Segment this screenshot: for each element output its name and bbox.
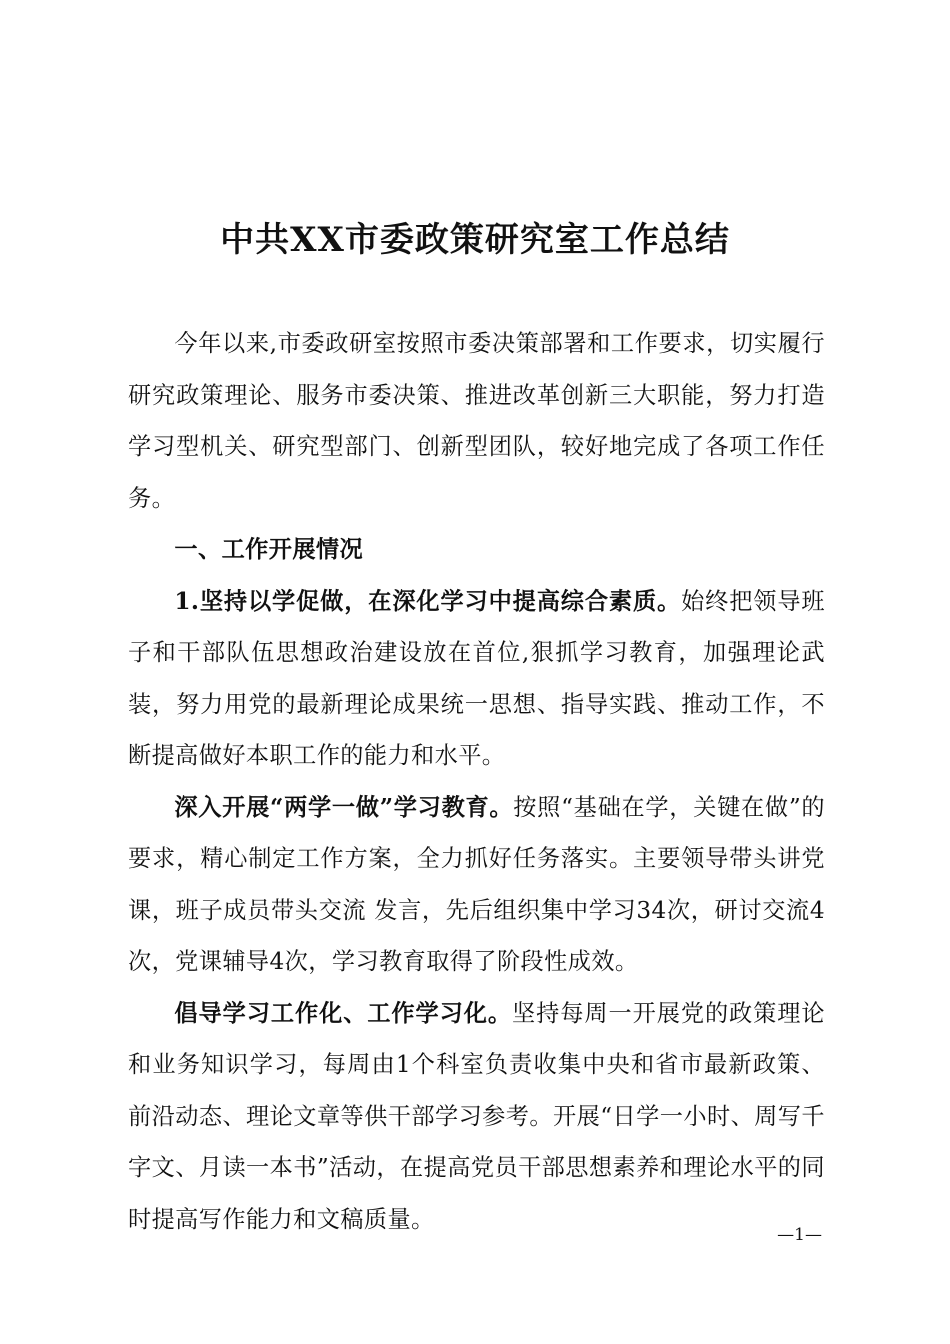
paragraph-learning-work xyxy=(128,988,825,1246)
document-title: 中共XX市委政策研究室工作总结 xyxy=(220,220,730,260)
paragraph-study-quality xyxy=(128,576,825,782)
paragraph-lead: 1.坚持以学促做，在深化学习中提高综合素质。 xyxy=(174,587,682,615)
page-number: —1— xyxy=(777,1225,822,1245)
paragraph-text: 按照“基础在学，关键在做”的要求，精心制定工作方案，全力抓好任务落实。主要领导带头讲党课，班子成员带头交流 发言，先后组织集中学习34次，研讨交流4次，党课辅导4次，学习教育取得了阶段性成效。 xyxy=(128,793,825,975)
section-heading: 一、工作开展情况 xyxy=(174,536,364,563)
intro-paragraph: 今年以来,市委政研室按照市委决策部署和工作要求，切实履行研究政策理论、服务市委决策、推进改革创新三大职能，努力打造学习型机关、研究型部门、创新型团队，较好地完成了各项工作任务。 xyxy=(128,330,825,512)
paragraph-text: 坚持每周一开展党的政策理论和业务知识学习，每周由1个科室负责收集中央和省市最新政策、前沿动态、理论文章等供干部学习参考。开展“日学一小时、周写千字文、月读一本书”活动，在提高党员干部思想素养和理论水平的同时提高写作能力和文稿质量。 xyxy=(128,999,825,1233)
paragraph-text: 始终把领导班子和干部队伍思想政治建设放在首位,狠抓学习教育，加强理论武装，努力用党的最新理论成果统一思想、指导实践、推动工作，不断提高做好本职工作的能力和水平。 xyxy=(128,587,825,769)
paragraph-two-studies xyxy=(128,782,825,988)
document-body xyxy=(128,318,825,1245)
paragraph-lead: 深入开展“两学一做”学习教育。 xyxy=(174,793,514,821)
paragraph-lead: 倡导学习工作化、工作学习化。 xyxy=(174,999,513,1027)
